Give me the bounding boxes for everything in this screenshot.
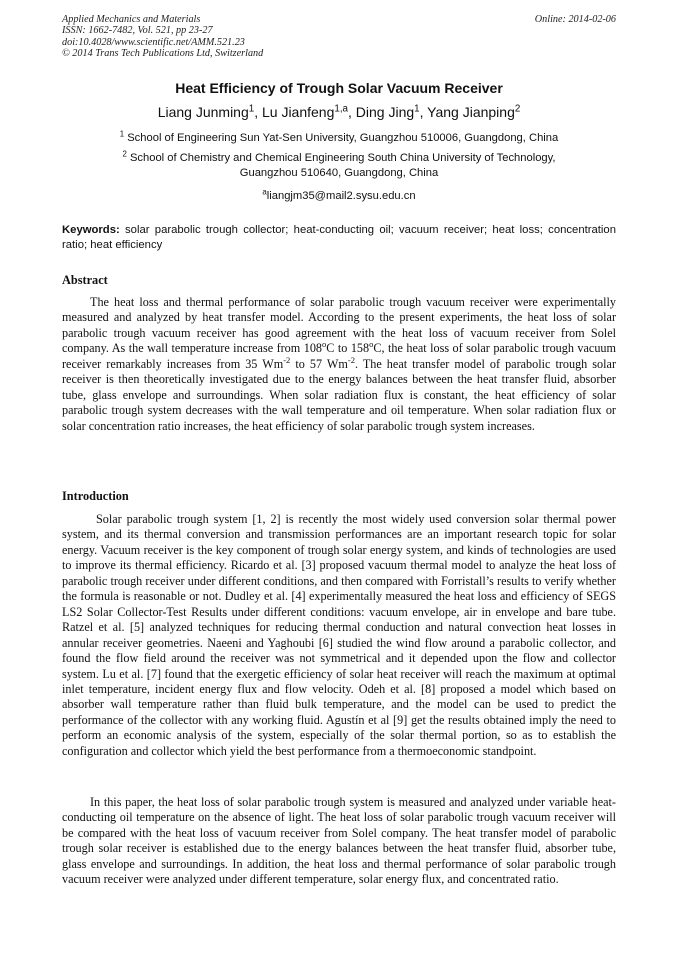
online-date: Online: 2014-02-06 (534, 14, 616, 25)
affiliation-mark: 1 (119, 129, 125, 139)
affiliation-mark: 2 (122, 149, 127, 159)
author-affiliation-mark: 2 (514, 103, 521, 115)
abstract-text: C, the heat loss of solar parabolic trough vacuum receiver remarkably increases from 35 Wm (62, 341, 617, 371)
keywords-label: Keywords: (62, 224, 120, 236)
author-name: Yang Jianping (427, 104, 515, 120)
author-name: Ding Jing (355, 104, 415, 120)
author-name: Liang Junming (157, 104, 249, 120)
journal-header (62, 14, 616, 60)
journal-name: Applied Mechanics and Materials (62, 14, 201, 25)
introduction-heading: Introduction (62, 489, 129, 503)
abstract-paragraph (62, 295, 616, 434)
author-list: Liang Junming$^1$, Lu Jianfeng$^{1,a}$, Ding Jing$^1$, Yang Jianping$^2$ (157, 103, 521, 120)
degree-mark: o (369, 339, 374, 350)
abstract-text: to 57 Wm (290, 356, 348, 371)
affiliation-text: School of Engineering Sun Yat-Sen University, Guangzhou 510006, Guangdong, China (127, 132, 559, 144)
author-name: Lu Jianfeng (261, 104, 335, 120)
author-affiliation-mark: 1 (414, 103, 420, 115)
abstract-text: C to 158 (326, 341, 370, 356)
affiliation-text: Guangzhou 510640, Guangdong, China (239, 166, 439, 179)
corresponding-email (0, 189, 678, 204)
abstract-text: . The heat transfer model of parabolic trough solar receiver is then theoretically investigated due to the energy balances between the heat transfer fluid, absorber tube, glass envelope and surroundings. When solar radiation flux is constant, the heat efficiency of solar parabolic trough system decreases with the wall temperature and oil temperature. When solar radiation flux or solar concentration ratio increases, the heat efficiency of solar parabolic trough system increases. (62, 356, 616, 433)
issn-line: ISSN: 1662-7482, Vol. 521, pp 23-27 (62, 25, 213, 37)
unit-exponent: -2 (283, 354, 291, 365)
introduction-paragraph-2: In this paper, the heat loss of solar parabolic trough system is measured and analyzed under variable heat-conducting oil temperature on the absence of light. The heat loss of solar parabolic trough vacuum receiver will be compared with the heat loss of vacuum receiver from Solel company. The heat transfer model of parabolic trough solar receiver is established due to the energy balances between the heat transfer fluid, absorber tube, glass envelope and surroundings. In addition, the heat loss and thermal performance of solar parabolic trough vacuum receiver were analyzed under different temperature, solar energy flux, and concentrated ratio. (62, 795, 616, 887)
abstract-text: The heat loss and thermal performance of solar parabolic trough vacuum receiver were experimentally measured and analyzed by heat transfer model. According to the present experiments, the heat loss of solar parabolic trough vacuum receiver has good agreement with the heat loss of vacuum receiver from Solel company. As the wall temperature increase from 108 (62, 295, 616, 356)
affiliation-text: School of Chemistry and Chemical Engineering South China University of Technology, (129, 152, 556, 164)
doi-line: doi:10.4028/www.scientific.net/AMM.521.23 (62, 36, 245, 48)
introduction-paragraph-1: Solar parabolic trough system [1, 2] is recently the most widely used conversion solar thermal power system, and its thermal conversion and transmission performances are an important research topic for solar energy. Vacuum receiver is the key component of trough solar energy system, and kinds of technologies are used to improve its thermal efficiency. Ricardo et al. [3] proposed vacuum thermal model to analyze the heat loss of parabolic trough receiver under different conditions, and then compared with Forristall’s results to verify whether the formula is reasonable or not. Dudley et al. [4] experimentally measured the heat loss and efficiency of SEGS LS2 Solar Collector-Test Results under different conditions: vacuum envelope, air in envelope and bare tube. Ratzel et al. [5] analyzed techniques for reducing thermal conduction and natural convection heat losses in annular receiver geometries. Naeeni and Yaghoubi [6] studied the wind flow around a parabolic collector, and found the flow field around the receiver was not symmetrical and it depended upon the flow and collector system. Lu et al. [7] found that the exergetic efficiency of solar heat receiver will reach the maximum at optimal inlet temperature, incident energy flux and flow velocity. Odeh et al. [8] proposed a model which based on absorber wall temperature rather than fluid bulk temperature, and the model can be used to predict the performance of the collector with any working fluid. Agustín et al [9] get the results obtained imply the need to perform an economic analysis of the system, especially of the solar thermal portion, so as to establish the configuration and collector which yield the best performance from a thermoeconomic standpoint. (62, 512, 616, 758)
degree-mark: o (322, 339, 327, 350)
keywords-text: solar parabolic trough collector; heat-conducting oil; vacuum receiver; heat loss; concentration ratio; heat efficiency (62, 224, 616, 251)
abstract-heading: Abstract (62, 273, 108, 287)
keywords-block (62, 223, 616, 252)
paper-title: Heat Efficiency of Trough Solar Vacuum Receiver (175, 80, 503, 96)
affiliation-2 (0, 151, 678, 180)
unit-exponent: -2 (347, 354, 355, 365)
affiliation-1 (0, 131, 678, 146)
author-affiliation-mark: 1,a (334, 103, 349, 115)
copyright-line: © 2014 Trans Tech Publications Ltd, Switzerland (62, 48, 264, 60)
email-mark: a (262, 187, 267, 197)
email-link[interactable]: liangjm35@mail2.sysu.edu.cn (266, 190, 416, 202)
author-affiliation-mark: 1 (248, 103, 255, 115)
